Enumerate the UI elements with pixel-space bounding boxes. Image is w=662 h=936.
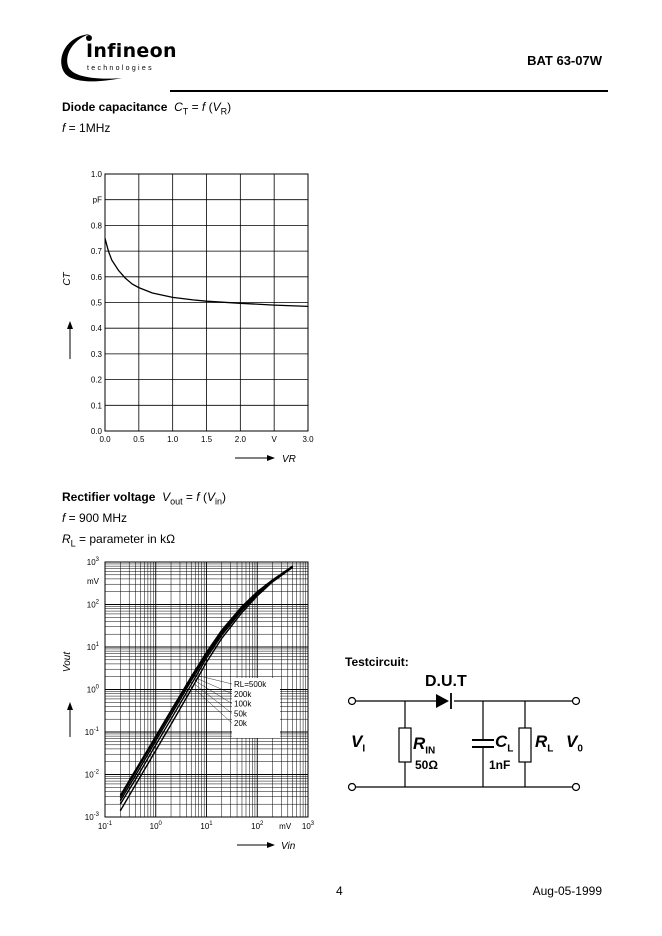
y-tick-label: 1.0 [90, 170, 102, 179]
y-tick-label: 0.7 [90, 247, 102, 257]
y-tick-label: $10^{-3}$ [84, 812, 99, 822]
cl-symbol: C [495, 732, 508, 751]
cond3-var: R [62, 532, 71, 546]
y-tick-label: $10^{-2}$ [84, 769, 99, 780]
y-tick-label: mV [87, 577, 99, 587]
y-tick-label: 0.3 [90, 349, 102, 359]
formula2-vin-sub: in [214, 496, 222, 507]
diode-symbol-icon [436, 694, 449, 708]
formula-v: V [212, 100, 221, 114]
footer-date: Aug-05-1999 [532, 884, 602, 898]
logo-tagline: technologies [87, 65, 154, 72]
cl-value: 1nF [489, 758, 511, 772]
cond-var: f [62, 121, 66, 135]
y-tick-label: $10^1$ [86, 642, 99, 652]
y-tick-label: 0.5 [90, 298, 102, 308]
x-tick-label: 2.0 [234, 435, 246, 444]
cond3-sub: L [70, 538, 76, 549]
formula2-vin: V [206, 490, 215, 504]
y-tick-exponent: 1 [95, 642, 99, 648]
vi-symbol: V [351, 732, 363, 751]
formula-v-sub: R [220, 106, 228, 117]
x-tick-label: 1.5 [200, 435, 213, 444]
rl-resistor [519, 728, 531, 762]
rl-symbol: R [535, 732, 548, 751]
y-tick-label: 0.6 [90, 272, 102, 282]
y-tick-exponent: 3 [95, 557, 99, 563]
x-tick-label: 0.5 [133, 435, 145, 444]
formula-close: ) [227, 100, 232, 114]
y-tick-exponent: -2 [93, 769, 99, 776]
x-tick-label: mV [279, 822, 292, 831]
rl-sub: L [547, 743, 554, 755]
y-tick-label: $10^2$ [86, 599, 99, 610]
vo-symbol: V [566, 732, 578, 751]
formula-eq: = [188, 100, 202, 114]
y-tick-exponent: -1 [93, 727, 99, 733]
x-tick-label: V [271, 435, 277, 444]
y-tick-label: 0.8 [90, 221, 102, 231]
formula2-v: V [162, 490, 171, 504]
logo-brand: Infineon [86, 40, 177, 62]
vi-sub: I [362, 743, 366, 755]
formula2-f: f [196, 490, 200, 504]
section1-condition [62, 121, 110, 135]
y-tick-label: 0.2 [90, 375, 102, 385]
rin-symbol: R [413, 734, 426, 753]
y-axis-label: Vout [62, 651, 73, 673]
cl-sub: L [507, 743, 514, 755]
section2-title-text: Rectifier voltage [62, 490, 156, 504]
y-tick-label: 0.0 [90, 427, 102, 436]
vi-label [351, 732, 365, 754]
capacitance-chart [55, 165, 345, 470]
legend-leader [195, 681, 232, 704]
x-tick-label: 0.0 [99, 435, 111, 444]
cond-val: = 1MHz [65, 121, 111, 135]
vo-sub: 0 [577, 743, 583, 755]
section2-condition-f [62, 511, 127, 525]
y-axis-arrow-head-icon [67, 702, 73, 710]
cl-label [495, 732, 513, 754]
chart1-grid [105, 174, 308, 431]
formula2-open: ( [199, 490, 207, 504]
output-terminal-bottom [573, 784, 580, 791]
rl-label [535, 732, 553, 754]
section1-title [62, 100, 231, 116]
x-tick-label: $10^0$ [149, 821, 162, 831]
formula2-close: ) [222, 490, 226, 504]
output-terminal-top [573, 698, 580, 705]
y-tick-label: $10^0$ [86, 684, 99, 695]
x-tick-label: $10^1$ [200, 821, 213, 831]
x-tick-label: $10^{-1}$ [97, 821, 113, 831]
x-tick-label: $10^2$ [251, 821, 264, 831]
section2-condition-rl [62, 532, 175, 548]
formula2-eq: = [182, 490, 197, 504]
y-tick-exponent: 0 [95, 684, 99, 691]
formula-c: C [174, 100, 183, 114]
y-tick-exponent: 2 [95, 599, 99, 606]
input-terminal-bottom [349, 784, 356, 791]
dut-label: D.U.T [425, 673, 467, 690]
rectifier-chart [55, 553, 335, 853]
x-tick-exponent: -1 [106, 821, 113, 827]
x-axis-label: VR [282, 454, 296, 465]
rin-label [413, 734, 435, 756]
legend-leader [195, 675, 232, 684]
x-tick-exponent: 1 [209, 821, 213, 827]
y-tick-label: 0.1 [90, 401, 102, 411]
rin-resistor [399, 728, 411, 762]
formula-c-sub: T [182, 106, 189, 117]
cond2-var: f [62, 511, 66, 525]
vo-label [566, 732, 583, 754]
x-axis-arrow-head-icon [267, 842, 275, 848]
y-tick-label: $10^3$ [86, 557, 99, 567]
y-tick-label: 0.4 [90, 324, 102, 334]
test-circuit-diagram [340, 670, 600, 800]
x-tick-label: $10^3$ [301, 821, 315, 831]
rin-sub: IN [425, 745, 436, 757]
input-terminal-top [349, 698, 356, 705]
section2-title [62, 490, 226, 506]
y-axis-arrow-head-icon [67, 321, 73, 329]
header-rule [170, 90, 608, 92]
x-tick-exponent: 0 [158, 821, 162, 827]
x-axis-arrow-head-icon [267, 455, 275, 461]
x-axis-label: Vin [281, 841, 296, 852]
y-axis-label: CT [62, 272, 73, 286]
legend-entry: 100k [234, 699, 252, 709]
section1-title-text: Diode capacitance [62, 100, 168, 114]
x-tick-label: 1.0 [167, 435, 179, 444]
x-tick-exponent: 2 [260, 821, 264, 827]
legend-entry: 20k [234, 719, 247, 729]
infineon-logo [56, 28, 177, 86]
formula-f: f [201, 100, 206, 114]
x-tick-exponent: 3 [310, 821, 315, 827]
formula2-v-sub: out [170, 496, 183, 507]
formula-open: ( [205, 100, 213, 114]
cond3-val: = parameter in kΩ [75, 532, 176, 546]
rin-value: 50Ω [415, 758, 438, 772]
y-tick-label: pF [92, 195, 102, 205]
part-number: BAT 63-07W [527, 53, 602, 68]
x-tick-label: 3.0 [302, 435, 314, 444]
y-tick-exponent: -3 [93, 812, 99, 818]
cond2-val: = 900 MHz [65, 511, 128, 525]
legend-entry: RL=500k [234, 680, 267, 689]
y-tick-label: $10^{-1}$ [84, 727, 99, 737]
legend-entry: 200k [234, 689, 252, 699]
page-number: 4 [336, 884, 343, 898]
testcircuit-title: Testcircuit: [345, 655, 409, 669]
legend-entry: 50k [234, 709, 247, 719]
